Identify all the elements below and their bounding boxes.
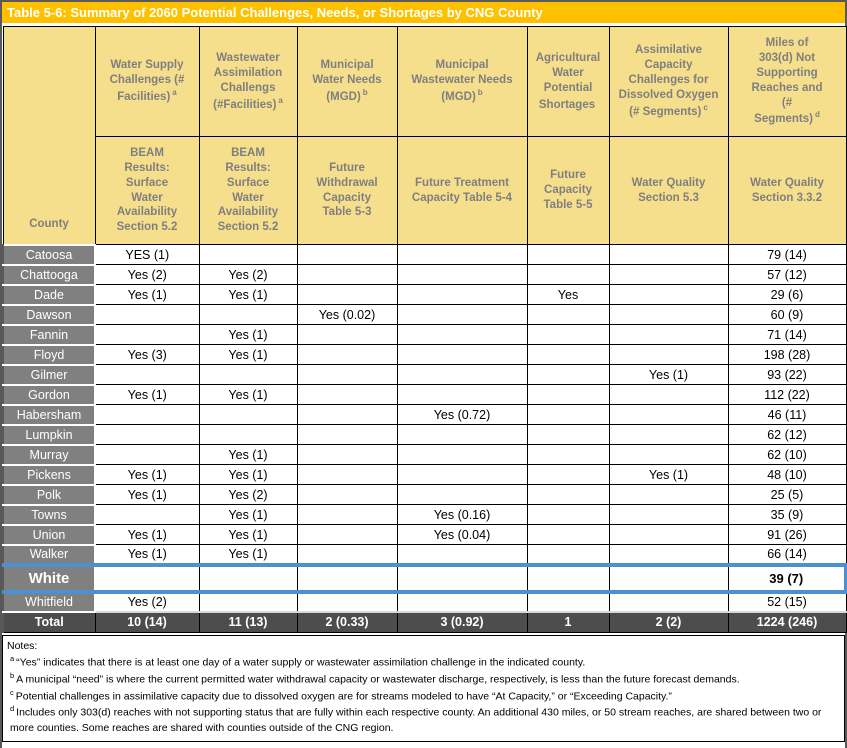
county-name-cell: Walker [3,545,95,565]
table-row [3,365,846,385]
value-cell [397,445,527,465]
value-cell [609,525,728,545]
value-cell [397,345,527,365]
county-name-cell: Gordon [3,385,95,405]
value-cell [95,565,199,592]
value-cell [527,365,609,385]
value-cell [199,592,297,612]
value-cell [609,545,728,565]
value-cell [397,425,527,445]
county-name-cell: Dawson [3,305,95,325]
value-cell: 25 (5) [728,485,846,505]
value-cell [397,365,527,385]
value-cell [199,305,297,325]
total-value: 11 (13) [199,612,297,633]
value-cell [199,565,297,592]
col-header-assimilative-capacity: Assimilative Capacity Challenges for Dissolved Oxygen (# Segments) $^c$ [609,27,728,137]
value-cell [527,245,609,265]
value-cell: 112 (22) [728,385,846,405]
value-cell [527,265,609,285]
value-cell: Yes (0.16) [397,505,527,525]
table-row [3,545,846,565]
value-cell [609,505,728,525]
value-cell [397,305,527,325]
county-name-cell: Gilmer [3,365,95,385]
table-row [3,505,846,525]
value-cell [527,485,609,505]
highlighted-row [3,565,846,592]
value-cell: Yes (1) [609,365,728,385]
value-cell [609,325,728,345]
value-cell [609,285,728,305]
value-cell [527,545,609,565]
col-header-municipal-water-needs: Municipal Water Needs (MGD) $^b$ [297,27,397,137]
county-column-header [3,27,95,245]
value-cell [609,385,728,405]
value-cell [527,465,609,485]
value-cell [297,345,397,365]
value-cell [297,385,397,405]
county-name-cell: Polk [3,485,95,505]
county-name-cell: Towns [3,505,95,525]
value-cell: Yes (2) [95,592,199,612]
value-cell [297,325,397,345]
subheader-water-quality-53: Water Quality Section 5.3 [609,137,728,245]
county-name-cell: Lumpkin [3,425,95,445]
value-cell [297,465,397,485]
value-cell: Yes (1) [199,505,297,525]
county-name-cell: Murray [3,445,95,465]
value-cell [527,425,609,445]
value-cell: Yes (1) [199,525,297,545]
value-cell: Yes (1) [199,285,297,305]
value-cell [397,545,527,565]
value-cell [609,485,728,505]
value-cell [199,425,297,445]
value-cell [95,505,199,525]
value-cell [297,525,397,545]
subheader-water-quality-332: Water Quality Section 3.3.2 [728,137,846,245]
table-row [3,485,846,505]
value-cell [609,245,728,265]
value-cell [397,485,527,505]
subheader-beam-1: BEAM Results: Surface Water Availability Section 5.2 [95,137,199,245]
subheader-treatment-capacity: Future Treatment Capacity Table 5-4 [397,137,527,245]
table-row [3,405,846,425]
value-cell [297,565,397,592]
table-row [3,525,846,545]
value-cell [95,325,199,345]
subheader-withdrawal-capacity: Future Withdrawal Capacity Table 5-3 [297,137,397,245]
notes-title: Notes: [7,640,38,652]
value-cell: 52 (15) [728,592,846,612]
value-cell [95,445,199,465]
value-cell: 46 (11) [728,405,846,425]
value-cell: 29 (6) [728,285,846,305]
value-cell: Yes (1) [609,465,728,485]
note-c: $^c$ Potential challenges in assimilative capacity due to dissolved oxygen are for streams modeled to have “At Capacity,” or “Exceeding Capacity.” [10,687,672,703]
value-cell: Yes (2) [199,265,297,285]
header-row-1 [3,27,846,137]
value-cell: 93 (22) [728,365,846,385]
county-name-cell: Floyd [3,345,95,365]
value-cell [297,265,397,285]
notes-box [2,635,845,742]
value-cell [297,592,397,612]
value-cell [397,465,527,485]
value-cell [609,265,728,285]
value-cell: Yes (1) [95,525,199,545]
value-cell: Yes (1) [199,465,297,485]
value-cell: Yes (1) [199,445,297,465]
county-name-cell: White [3,565,95,592]
county-name-cell: Pickens [3,465,95,485]
table-row [3,465,846,485]
value-cell [527,345,609,365]
summary-table [2,26,847,633]
table-row [3,445,846,465]
value-cell [527,565,609,592]
value-cell [397,285,527,305]
value-cell: 48 (10) [728,465,846,485]
value-cell [609,565,728,592]
total-value: 1 [527,612,609,633]
value-cell: Yes (3) [95,345,199,365]
value-cell [95,365,199,385]
col-header-agricultural-shortages: Agricultural Water Potential Shortages [527,27,609,137]
value-cell [297,445,397,465]
value-cell [609,345,728,365]
value-cell: 66 (14) [728,545,846,565]
note-a: $^a$ “Yes” indicates that there is at least one day of a water supply or wastewater assimilation challenge in the indicated county. [10,654,586,669]
value-cell: Yes (0.02) [297,305,397,325]
value-cell [609,405,728,425]
value-cell: Yes (0.04) [397,525,527,545]
header-row-2 [3,137,846,245]
total-value: 1224 (246) [728,612,846,633]
value-cell: 71 (14) [728,325,846,345]
value-cell [527,405,609,425]
total-value: 3 (0.92) [397,612,527,633]
county-name-cell: Whitfield [3,592,95,612]
value-cell [95,425,199,445]
value-cell: 60 (9) [728,305,846,325]
value-cell [527,325,609,345]
value-cell [297,505,397,525]
county-name-cell: Catoosa [3,245,95,265]
value-cell: Yes (2) [95,265,199,285]
county-header-label: County [29,217,69,230]
county-name-cell: Chattooga [3,265,95,285]
value-cell: 79 (14) [728,245,846,265]
value-cell: 35 (9) [728,505,846,525]
col-header-municipal-wastewater-needs: Municipal Wastewater Needs (MGD) $^b$ [397,27,527,137]
value-cell [199,365,297,385]
table-row [3,425,846,445]
value-cell: Yes (1) [199,545,297,565]
value-cell: Yes (1) [95,385,199,405]
table-row [3,265,846,285]
value-cell: Yes (1) [199,385,297,405]
table-row [3,285,846,305]
total-label: Total [3,612,95,633]
value-cell [527,445,609,465]
total-value: 10 (14) [95,612,199,633]
table-row [3,592,846,612]
value-cell: Yes (1) [95,545,199,565]
table-title-bar: Table 5-6: Summary of 2060 Potential Challenges, Needs, or Shortages by CNG County [2,2,845,23]
value-cell [609,305,728,325]
value-cell: 91 (26) [728,525,846,545]
value-cell [95,405,199,425]
table-row [3,345,846,365]
value-cell [297,545,397,565]
value-cell: Yes (0.72) [397,405,527,425]
value-cell: YES (1) [95,245,199,265]
value-cell: Yes (1) [199,345,297,365]
col-header-wastewater-assimilation: Wastewater Assimilation Challengs (#Facilities) $^a$ [199,27,297,137]
value-cell: Yes (2) [199,485,297,505]
subheader-beam-2: BEAM Results: Surface Water Availability Section 5.2 [199,137,297,245]
value-cell [297,245,397,265]
table-row [3,325,846,345]
value-cell: 39 (7) [728,565,846,592]
value-cell [297,425,397,445]
county-name-cell: Fannin [3,325,95,345]
county-name-cell: Union [3,525,95,545]
note-d: $^d$ Includes only 303(d) reaches with not supporting status that are fully within each respective county. An additional 430 miles, or 50 stream reaches, are shared between two or more counties. Some reaches are shared with counties outside of the CNG region. [10,704,822,735]
value-cell: 62 (12) [728,425,846,445]
value-cell: Yes (1) [95,485,199,505]
value-cell: Yes (1) [95,285,199,305]
value-cell [397,592,527,612]
value-cell [297,485,397,505]
value-cell [527,385,609,405]
value-cell [199,245,297,265]
value-cell [397,565,527,592]
value-cell: 62 (10) [728,445,846,465]
value-cell [297,285,397,305]
value-cell [397,325,527,345]
total-value: 2 (2) [609,612,728,633]
table-row [3,385,846,405]
value-cell [297,405,397,425]
value-cell [609,445,728,465]
col-header-water-supply: Water Supply Challenges (# Facilities) $^a$ [95,27,199,137]
value-cell [609,592,728,612]
value-cell: Yes (1) [199,325,297,345]
value-cell: 198 (28) [728,345,846,365]
county-name-cell: Habersham [3,405,95,425]
value-cell [397,265,527,285]
value-cell [397,385,527,405]
value-cell: Yes (1) [95,465,199,485]
note-b: $^b$ A municipal “need” is where the current permitted water withdrawal capacity or wastewater discharge, respectively, is less than the future forecast demands. [10,670,740,686]
county-name-cell: Dade [3,285,95,305]
col-header-303d-miles: Miles of 303(d) Not Supporting Reaches and (# Segments) $^d$ [728,27,846,137]
total-row [3,612,846,633]
table-row [3,305,846,325]
value-cell [199,405,297,425]
subheader-future-capacity: Future Capacity Table 5-5 [527,137,609,245]
total-value: 2 (0.33) [297,612,397,633]
value-cell [527,505,609,525]
value-cell: Yes [527,285,609,305]
value-cell: 57 (12) [728,265,846,285]
value-cell [527,525,609,545]
value-cell [609,425,728,445]
table-row [3,245,846,265]
value-cell [527,305,609,325]
value-cell [527,592,609,612]
value-cell [95,305,199,325]
value-cell [297,365,397,385]
value-cell [397,245,527,265]
